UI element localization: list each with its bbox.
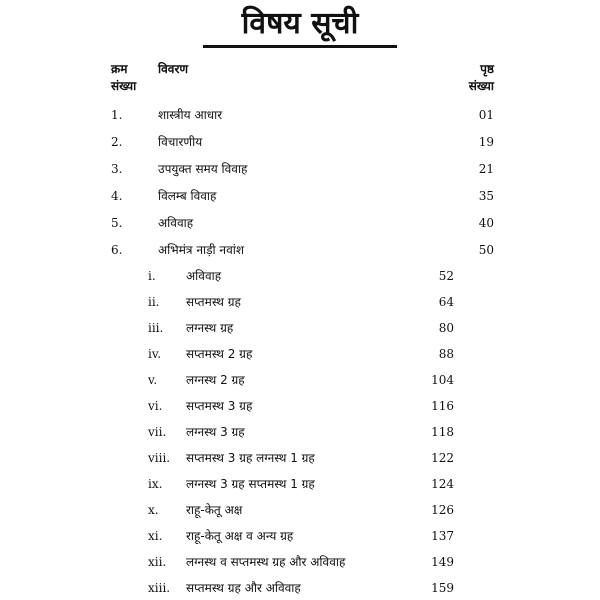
subentry-number: xiii.: [148, 581, 171, 595]
entry-number: 5.: [111, 216, 123, 230]
subentry-number: viii.: [148, 451, 171, 465]
subentry-title: लग्नस्थ व सप्तमस्थ ग्रह और अविवाह: [186, 555, 346, 569]
column-header-number: [111, 61, 151, 95]
subentry-number: xi.: [148, 529, 163, 543]
subentry-page: 104: [431, 373, 454, 387]
subentry-title: सप्तमस्थ 3 ग्रह लग्नस्थ 1 ग्रह: [186, 451, 315, 465]
subentry-number: vi.: [148, 399, 163, 413]
column-header-number-line2: संख्या: [111, 79, 137, 93]
toc-subentry: [0, 266, 600, 286]
entry-number: 1.: [111, 108, 123, 122]
entry-number: 2.: [111, 135, 123, 149]
entry-page: 01: [478, 108, 494, 122]
entry-page: 19: [478, 135, 494, 149]
entry-title: अभिमंत्र नाड़ी नवांश: [158, 243, 245, 257]
subentry-title: लग्नस्थ ग्रह: [186, 321, 234, 335]
subentry-number: xii.: [148, 555, 167, 569]
subentry-page: 80: [438, 321, 454, 335]
toc-subentry: [0, 318, 600, 338]
subentry-title: राहू-केतू अक्ष व अन्य ग्रह: [186, 529, 294, 543]
entry-title: अविवाह: [158, 216, 194, 230]
subentry-title: सप्तमस्थ 3 ग्रह: [186, 399, 253, 413]
subentry-title: लग्नस्थ 3 ग्रह सप्तमस्थ 1 ग्रह: [186, 477, 315, 491]
subentry-number: ii.: [148, 295, 160, 309]
toc-subentry: [0, 448, 600, 468]
entry-page: 21: [478, 162, 494, 176]
column-header-number-line1: क्रम: [111, 62, 128, 76]
entry-page: 35: [478, 189, 494, 203]
entry-title: उपयुक्त समय विवाह: [158, 162, 248, 176]
entry-title: विलम्ब विवाह: [158, 189, 217, 203]
toc-entry: [0, 213, 600, 233]
column-header-page: [440, 61, 494, 95]
column-header-description: विवरण: [158, 62, 189, 76]
subentry-title: अविवाह: [186, 269, 222, 283]
toc-entry: [0, 132, 600, 152]
subentry-page: 137: [431, 529, 454, 543]
subentry-number: vii.: [148, 425, 167, 439]
subentry-title: लग्नस्थ 3 ग्रह: [186, 425, 245, 439]
subentry-page: 64: [438, 295, 454, 309]
toc-entry: [0, 186, 600, 206]
entry-number: 6.: [111, 243, 123, 257]
column-header-page-line2: संख्या: [468, 79, 494, 93]
toc-entry: [0, 105, 600, 125]
subentry-page: 159: [431, 581, 454, 595]
subentry-number: ix.: [148, 477, 163, 491]
title-underline: [203, 45, 397, 48]
subentry-page: 149: [431, 555, 454, 569]
column-header-page-line1: पृष्ठ: [480, 62, 494, 76]
subentry-number: iv.: [148, 347, 162, 361]
entry-number: 4.: [111, 189, 123, 203]
toc-subentry: [0, 292, 600, 312]
subentry-title: सप्तमस्थ 2 ग्रह: [186, 347, 253, 361]
toc-subentry: [0, 422, 600, 442]
entry-title: शास्त्रीय आधार: [158, 108, 223, 122]
entry-page: 50: [478, 243, 494, 257]
subentry-number: i.: [148, 269, 156, 283]
toc-subentry: [0, 526, 600, 546]
toc-subentry: [0, 552, 600, 572]
subentry-page: 88: [438, 347, 454, 361]
subentry-page: 126: [431, 503, 454, 517]
subentry-title: सप्तमस्थ ग्रह: [186, 295, 241, 309]
toc-subentry: [0, 500, 600, 520]
toc-subentry: [0, 344, 600, 364]
subentry-number: iii.: [148, 321, 164, 335]
subentry-page: 52: [438, 269, 454, 283]
page-title: विषय सूची: [241, 6, 359, 41]
subentry-title: लग्नस्थ 2 ग्रह: [186, 373, 245, 387]
toc-subentry: [0, 396, 600, 416]
entry-page: 40: [478, 216, 494, 230]
toc-subentry: [0, 370, 600, 390]
subentry-number: v.: [148, 373, 158, 387]
toc-entry: [0, 159, 600, 179]
subentry-page: 118: [431, 425, 454, 439]
toc-subentry: [0, 474, 600, 494]
toc-entry: [0, 240, 600, 260]
subentry-number: x.: [148, 503, 159, 517]
subentry-page: 122: [431, 451, 454, 465]
toc-subentry: [0, 578, 600, 598]
subentry-title: सप्तमस्थ ग्रह और अविवाह: [186, 581, 301, 595]
subentry-page: 124: [431, 477, 454, 491]
entry-title: विचारणीय: [158, 135, 203, 149]
entry-number: 3.: [111, 162, 123, 176]
subentry-page: 116: [431, 399, 454, 413]
subentry-title: राहू-केतू अक्ष: [186, 503, 243, 517]
